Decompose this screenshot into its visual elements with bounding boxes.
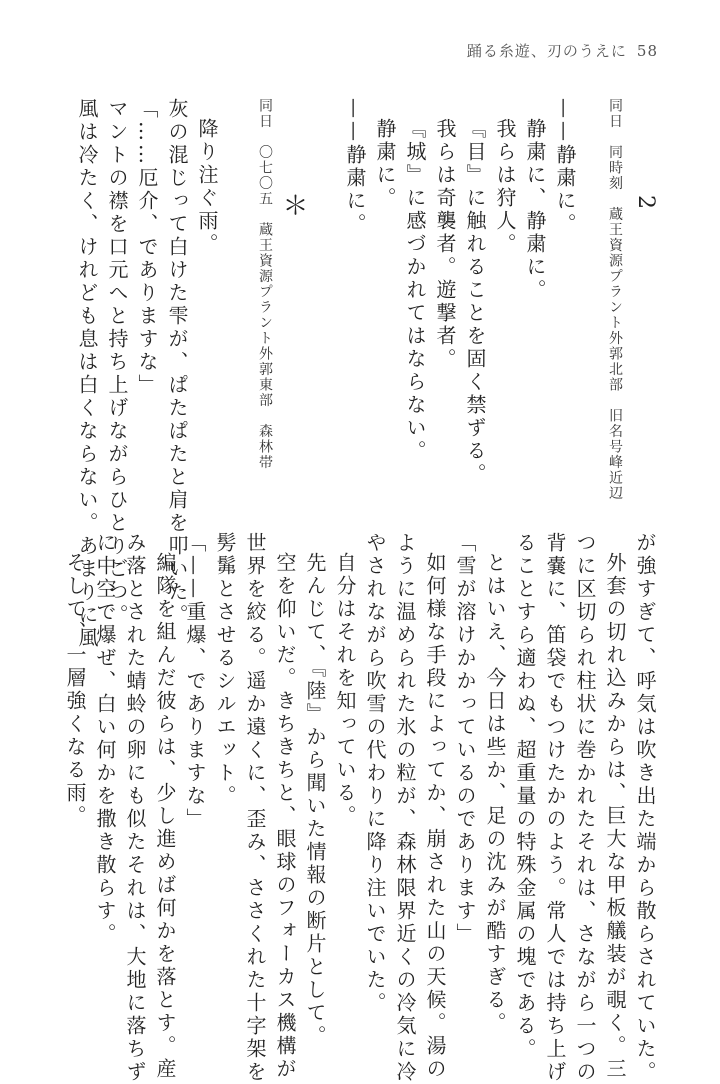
text-line: 風は冷たく、けれども息は白くならない。あまりに風 (75, 98, 99, 650)
dialogue-line: 「雪が溶けかかっているのであります」 (453, 532, 477, 946)
text-line: に中空で爆ぜ、白い何かを撒き散らす。 (93, 532, 117, 946)
text-line: 自分はそれを知っている。 (333, 552, 357, 828)
text-line: 髣髴とさせるシルエット。 (213, 532, 237, 808)
book-title: 踊る糸遊、刃のうえに (466, 42, 627, 60)
dialogue-line: 「……厄介、でありますな」 (135, 98, 159, 397)
scene-separator: ＊ (278, 192, 308, 218)
text-line: ように温められた氷の粒が、森林限界近くの冷気に冷 (393, 532, 417, 1084)
text-line: 我らは狩人。 (493, 118, 517, 256)
text-line: やされながら吹雪の代わりに降り注いでいた。 (363, 532, 387, 1015)
text-line: が強すぎて、呼気は吹き出た端から散らされていた。 (633, 532, 657, 1084)
text-line: 先んじて、『陸』から聞いた情報の断片として。 (303, 552, 327, 1048)
dialogue-line: 「——重爆、でありますな」 (183, 532, 207, 831)
text-line: とはいえ、今日は些か、足の沈みが酷すぎる。 (483, 552, 507, 1035)
text-line: マントの襟を口元へと持ち上げながらひとりごつ。 (105, 98, 129, 627)
text-line: 空を仰いだ。きちきちと、眼球のフォーカス機構が (273, 552, 297, 1081)
text-line: 世界を絞る。遥か遠くに、歪み、ささくれた十字架を (243, 532, 267, 1084)
text-line: 背嚢に、笛袋でもつけたかのよう。常人では持ち上げ (543, 532, 567, 1084)
text-line: ることすら適わぬ、超重量の特殊金属の塊である。 (513, 532, 537, 1061)
running-header (467, 40, 658, 61)
text-line: 降り注ぐ雨。 (195, 118, 219, 256)
text-line: ——静粛に。 (343, 98, 367, 236)
scene-heading: 同日 同時刻 蔵王資源プラント外郭北部 旧名号峰近辺 (607, 98, 623, 501)
section-number: 2 (633, 195, 658, 209)
scene-heading: 同日 〇七〇五 蔵王資源プラント外郭東部 森林帯 (257, 98, 273, 470)
text-line: 静粛に、静粛に。 (523, 118, 547, 302)
text-line: ——静粛に。 (553, 98, 577, 236)
text-line: 『城』に感づかれてはならない。 (403, 118, 427, 463)
text-line: そして、一層強くなる雨。 (63, 552, 87, 828)
text-line: 外套の切れ込みからは、巨大な甲板艤装が覗く。三 (603, 552, 627, 1081)
text-line: つに区切られ柱状に巻かれたそれは、さながら一つの (573, 532, 597, 1084)
text-line: 編隊を組んだ彼らは、少し進めば何かを落とす。産 (153, 552, 177, 1081)
text-line: 我らは奇襲者。遊撃者。 (433, 118, 457, 371)
text-line: 如何様な手段によってか、崩された山の天候。湯の (423, 552, 447, 1081)
text-line: 灰の混じって白けた雫が、ぱたぱたと肩を叩いた。 (165, 98, 189, 627)
text-line: み落とされた蜻蛉の卵にも似たそれは、大地に落ちず (123, 532, 147, 1084)
text-line: 『目』に触れることを固く禁ずる。 (463, 118, 487, 486)
text-line: 静粛に。 (373, 118, 397, 210)
page-number: 58 (636, 42, 658, 60)
